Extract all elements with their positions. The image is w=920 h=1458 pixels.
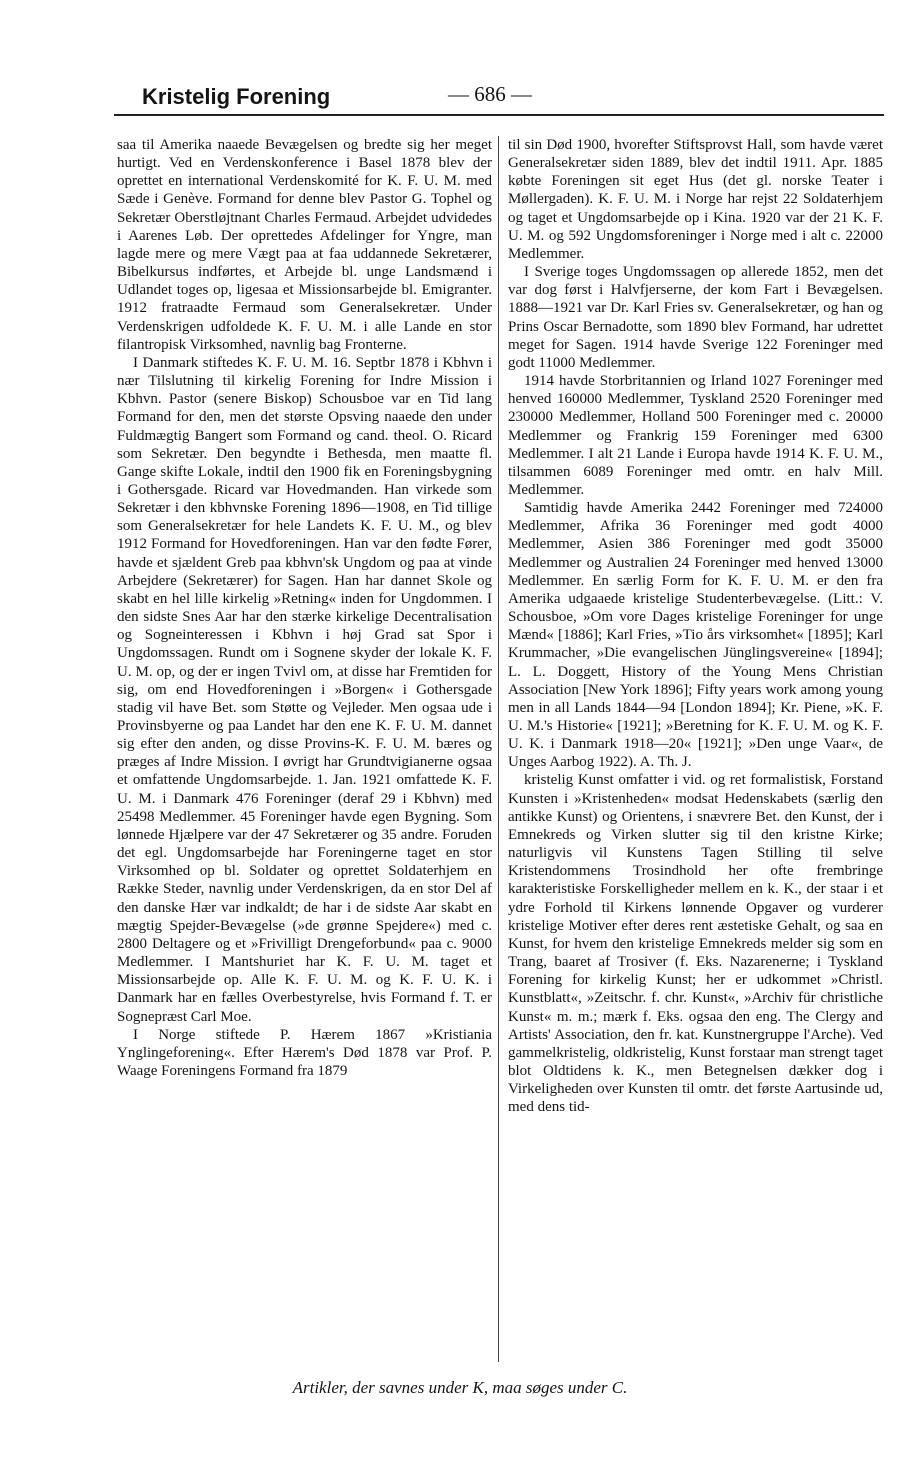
header-rule <box>114 114 884 116</box>
paragraph: til sin Død 1900, hvorefter Stiftsprovst Hall, som havde været Generalsekretær siden 1889, blev det indtil 1911. Apr. 1885 købte Foreningen sit eget Hus (det gl. norske Teater i Møllergaden). K. F. U. M. i Norge har rejst 22 Soldaterhjem og taget et Ungdomsarbejde op i Kina. 1920 var der 21 K. F. U. M. og 592 Ungdomsforeninger i Norge med i alt c. 22000 Medlemmer. <box>508 137 883 262</box>
paragraph: I Norge stiftede P. Hærem 1867 »Kristiania Ynglingeforening«. Efter Hærem's Død 1878 var Prof. P. Waage Foreningens Formand fra 1879 <box>117 1026 492 1079</box>
page-header <box>114 82 884 116</box>
paragraph: I Danmark stiftedes K. F. U. M. 16. Septbr 1878 i Kbhvn i nær Tilslutning til kirkelig Forening for Indre Mission i Kbhvn. Pastor (senere Biskop) Schousboe var en Tid lang Formand for den, men det største Opsving naaede den under Fuldmægtig Bangert som Formand og cand. theol. O. Ricard som Sekretær. Den begyndte i Bethesda, men maatte fl. Gange skifte Lokale, indtil den 1900 fik en Foreningsbygning i Gothersgade. Ricard var Hovedmanden. Han virkede som Sekretær i den kbhvnske Forening 1896—1908, en Tid tillige som Generalsekretær for hele Landets K. F. U. M., og blev 1912 Formand for Hovedforeningen. Han var den fødte Fører, havde et sjældent Greb paa kbhvn'sk Ungdom og paa at vinde Arbejdere (Sekretærer) for Sagen. Han har dannet Skole og skabt en hel lille kirkelig »Retning« inden for Ungdommen. I den sidste Snes Aar har den stærke kirkelige Decentralisation og Sogneinteressen i Kbhvn i høj Grad sat Spor i Ungdomssagen. Rundt om i Sognene skyder der lokale K. F. U. M. op, og der er ingen Tvivl om, at disse har Fremtiden for sig, om end Hovedforeningen i »Borgen« i Gothersgade stadig vil have Bet. som Støtte og Vejleder. Men ogsaa ude i Provinsbyerne og paa Landet har den ene K. F. U. M. dannet sig efter den anden, og disse Provins-K. F. U. M. bæres og præges af Indre Mission. I øvrigt har Grundtvigianerne ogsaa et omfattende Ungdomsarbejde. 1. Jan. 1921 omfattede K. F. U. M. i Danmark 476 Foreninger (deraf 29 i Kbhvn) med 25498 Medlemmer. 45 Foreninger havde egen Bygning. Som lønnede Hjælpere var der 47 Sekretærer og 35 andre. Foruden det egl. Ungdomsarbejde har Foreningerne taget en stor Virksomhed op bl. Soldater og oprettet Soldaterhjem en Række Steder, navnlig under Verdenskrigen, da en stor Del af den danske Hær var indkaldt; de har i de sidste Aar skabt en mægtig Spejder-Bevægelse (»de grønne Spejdere«) med c. 2800 Deltagere og et »Frivilligt Drengeforbund« paa c. 9000 Medlemmer. I Mantshuriet har K. F. U. M. taget et Missionsarbejde op. Alle K. F. U. M. og K. F. U. K. i Danmark har en fælles Overbestyrelse, hvis Formand f. T. er Sognepræst Carl Moe. <box>117 354 492 1025</box>
running-head: Kristelig Forening <box>142 84 331 109</box>
column-divider <box>498 136 499 1362</box>
paragraph: I Sverige toges Ungdomssagen op allerede 1852, men det var dog først i Halvfjerserne, der kom Fart i Bevægelsen. 1888—1921 var Dr. Karl Fries sv. Generalsekretær, og han og Prins Oscar Bernadotte, som 1890 blev Formand, har udrettet meget for Sagen. 1914 havde Sverige 122 Foreninger med godt 11000 Medlemmer. <box>508 264 883 371</box>
paragraph: Samtidig havde Amerika 2442 Foreninger med 724000 Medlemmer, Afrika 36 Foreninger med godt 4000 Medlemmer, Asien 386 Foreninger med godt 35000 Medlemmer og Australien 24 Foreninger med henved 13000 Medlemmer. En særlig Form for K. F. U. M. er den fra Amerika udgaaede kristelige Studenterbevægelse. (Litt.: V. Schousboe, »Om vore Dages kristelige Foreninger for unge Mænd« [1886]; Karl Fries, »Tio års virksomhet« [1895]; Karl Krummacher, »Die evangelischen Jünglingsvereine« [1894]; L. L. Doggett, History of the Young Mens Christian Association [New York 1896]; Fifty years work among young men in all Lands 1844—94 [London 1894]; Kr. Piene, »K. F. U. M.'s Historie« [1921]; »Beretning for K. F. U. M. og K. F. U. K. i Danmark 1918—20« [1921]; »Den unge Vaar«, de Unges Aarbog 1922). A. Th. J. <box>508 500 883 771</box>
paragraph: kristelig Kunst omfatter i vid. og ret formalistisk, Forstand Kunsten i »Kristenheden« modsat Hedenskabets (særlig den antikke Kunst) og Orientens, i snævrere Bet. den Kunst, der i Emnekreds og Virken slutter sig til den kristne Kirke; naturligvis vil Kunstens Tagen Stilling til selve Kristendommens Trosindhold her ofte frembringe karakteristiske Forskelligheder mellem en k. K., der staar i et ydre Forhold til Kirkens lønnende Opgaver og vurderer kristelige Motiver efter deres rent æstetiske Gehalt, og saa en Kunst, for hvem den kristelige Emnekreds melder sig som en Trang, baaret af Trosiver (f. Eks. Nazarenerne; i Tyskland Forening for kirkelig Kunst; her er udkommet »Christl. Kunstblatt«, »Zeitschr. f. chr. Kunst«, »Archiv für christliche Kunst« m. m.; mærk f. Eks. ogsaa den eng. The Clergy and Artists' Association, den fr. kat. Kunstnergruppe l'Arche). Ved gammelkristelig, oldkristelig, Kunst forstaar man strengt taget blot Oldtidens k. K., men Betegnelsen dækker dog i Virkeligheden over Kunsten til omtr. det første Aartusinde ud, med dens tid- <box>508 772 883 1116</box>
paragraph: 1914 havde Storbritannien og Irland 1027 Foreninger med henved 160000 Medlemmer, Tyskland 2520 Foreninger med 230000 Medlemmer, Holland 500 Foreninger med c. 20000 Medlemmer og Frankrig 159 Foreninger med 6300 Medlemmer. I alt 21 Lande i Europa havde 1914 K. F. U. M., tilsammen 6089 Foreninger med omtr. en halv Mill. Medlemmer. <box>508 373 883 498</box>
footer-note: Artikler, der savnes under K, maa søges under C. <box>292 1378 628 1397</box>
paragraph: saa til Amerika naaede Bevægelsen og bredte sig her meget hurtigt. Ved en Verdenskonference i Basel 1878 blev der oprettet en international Verdenskomité for K. F. U. M. med Sæde i Genève. Formand for denne blev Pastor G. Tophel og Sekretær Oberstløjtnant Charles Fermaud. Arbejdet udvidedes i Aarenes Løb. Der oprettedes Afdelinger for Yngre, man lagde mere og mere Vægt paa at faa uddannede Sekretærer, Bibelkursus indførtes, et Arbejde bl. unge Landsmænd i Udlandet toges op, ligesaa et Missionsarbejde bl. Emigranter. 1912 fratraadte Fermaud som Generalsekretær. Under Verdenskrigen udfoldede K. F. U. M. i alle Lande en stor filantropisk Virksomhed, navnlig bag Fronterne. <box>117 137 492 353</box>
page-number: — 686 — <box>448 82 532 106</box>
left-column <box>117 136 492 1080</box>
right-column <box>508 136 883 1116</box>
